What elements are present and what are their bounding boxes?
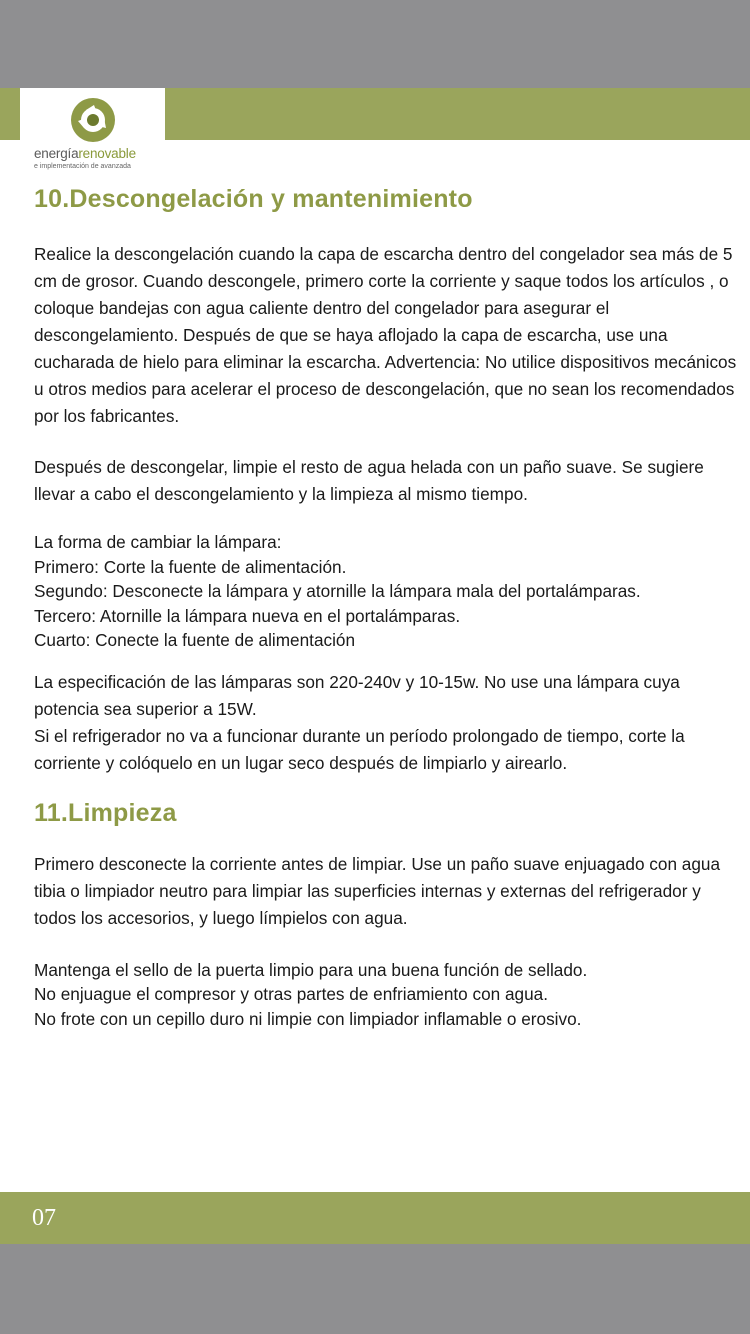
page-number: 07 [32, 1205, 56, 1231]
footer-band [0, 1192, 750, 1244]
cleaning-notes [34, 958, 740, 1032]
section-11-paragraph-1: Primero desconecte la corriente antes de limpiar. Use un paño suave enjuagado con agua tibia o limpiador neutro para limpiar las superficies internas y externas del refrigerador y todos los accesorios, y luego límpielos con agua. [34, 853, 721, 928]
list-item: Cuarto: Conecte la fuente de alimentación [34, 630, 356, 650]
list-item: Primero: Corte la fuente de alimentación. [34, 556, 347, 577]
section-10-paragraph-4: Si el refrigerador no va a funcionar durante un período prolongado de tiempo, corte la corriente y colóquelo en un lugar seco después de limpiarlo y airearlo. [34, 725, 685, 773]
top-frame [0, 0, 750, 88]
list-item: Tercero: Atornille la lámpara nueva en el portalámparas. [34, 605, 461, 626]
logo-wordmark: energíarenovable [34, 146, 136, 161]
section-10-paragraph-1: Realice la descongelación cuando la capa de escarcha dentro del congelador sea más de 5 cm de grosor. Cuando descongele, primero corte la corriente y saque todos los artículos , o coloque bandejas con agua caliente dentro del congelador para asegurar el descongelamiento. Después de que se haya aflojado la capa de escarcha, use una cucharada de hielo para eliminar la escarcha. Advertencia: No utilice dispositivos mecánicos u otros medios para acelerar el proceso de descongelación, que no sean los recomendados por los fabricantes. [34, 244, 737, 426]
lamp-instructions [34, 530, 740, 653]
section-11-title: 11.Limpieza [34, 798, 177, 827]
logo-tagline: e implementación de avanzada [34, 163, 131, 170]
list-item: La forma de cambiar la lámpara: [34, 532, 282, 552]
section-10-paragraph-2: Después de descongelar, limpie el resto de agua helada con un paño suave. Se sugiere llevar a cabo el descongelamiento y la limpieza al mismo tiempo. [34, 457, 704, 504]
list-item: Segundo: Desconecte la lámpara y atornille la lámpara mala del portalámparas. [34, 581, 641, 601]
section-10-paragraph-3: La especificación de las lámparas son 220-240v y 10-15w. No use una lámpara cuya potencia sea superior a 15W. [34, 671, 680, 719]
list-item: No enjuague el compresor y otras partes de enfriamiento con agua. [34, 984, 549, 1004]
document-content [34, 185, 740, 1031]
list-item: Mantenga el sello de la puerta limpio para una buena función de sellado. [34, 959, 588, 980]
section-10-title: 10.Descongelación y mantenimiento [34, 185, 473, 213]
recycle-logo-icon [68, 96, 118, 144]
logo [20, 88, 165, 180]
list-item: No frote con un cepillo duro ni limpie con limpiador inflamable o erosivo. [34, 1008, 582, 1029]
